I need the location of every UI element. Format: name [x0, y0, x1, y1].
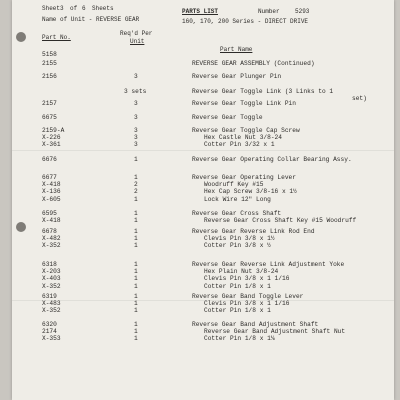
- part-name: Reverse Gear Toggle Link Pin: [192, 100, 296, 107]
- quantity: 2: [134, 188, 138, 196]
- part-number: 6595: [42, 210, 57, 217]
- part-name: Reverse Gear Cross Shaft: [192, 210, 282, 217]
- number-value: 5293: [295, 8, 310, 15]
- part-number: X-483: [42, 300, 61, 308]
- quantity: 1: [134, 235, 138, 243]
- part-name: Reverse Gear Reverse Link Adjustment Yoke: [192, 261, 345, 268]
- quantity: 1: [134, 300, 138, 308]
- part-number: X-203: [42, 268, 61, 276]
- quantity: 2: [134, 181, 138, 189]
- quantity: 1: [134, 282, 138, 290]
- part-number: X-418: [42, 181, 61, 189]
- page-crease: [12, 300, 394, 301]
- quantity: 1: [134, 217, 138, 225]
- part-name: Cotter Pin 3/8 x ½: [204, 242, 271, 250]
- unit-name: Name of Unit - REVERSE GEAR: [42, 16, 140, 23]
- part-number: 2155: [42, 60, 57, 67]
- binder-hole: [16, 32, 26, 42]
- part-name: Woodruff Key #15: [204, 181, 264, 189]
- quantity: 1: [134, 195, 138, 203]
- part-number: X-418: [42, 217, 61, 225]
- quantity: 1: [134, 335, 138, 343]
- part-name: Cotter Pin 1/8 x 1: [204, 307, 271, 315]
- binder-hole: [16, 222, 26, 232]
- part-name: Reverse Gear Band Adjustment Shaft: [192, 321, 319, 328]
- part-name: Clevis Pin 3/8 x 1½: [204, 235, 275, 243]
- quantity: 1: [134, 328, 138, 336]
- part-name: Clevis Pin 3/8 x 1 1/16: [204, 275, 290, 283]
- quantity: 3: [134, 127, 138, 134]
- part-number: 6675: [42, 114, 57, 121]
- part-name: Hex Plain Nut 3/8-24: [204, 268, 279, 276]
- part-number: 6320: [42, 321, 57, 328]
- col-header-part-name: Part Name: [220, 46, 253, 53]
- part-name: REVERSE GEAR ASSEMBLY (Continued): [192, 60, 315, 67]
- page-crease: [12, 150, 394, 151]
- part-name: Cotter Pin 1/8 x 1⅛: [204, 335, 275, 343]
- part-number: 2174: [42, 328, 57, 336]
- part-name: set): [352, 95, 367, 103]
- part-name: Reverse Gear Cross Shaft Key #15 Woodruff: [204, 217, 357, 225]
- part-number: X-361: [42, 141, 61, 149]
- part-name: Reverse Gear Toggle: [192, 114, 263, 121]
- quantity: 3: [134, 114, 138, 121]
- part-name: Clevis Pin 3/8 x 1 1/16: [204, 300, 290, 308]
- part-number: 6677: [42, 174, 57, 181]
- part-name: Lock Wire 12" Long: [204, 195, 271, 203]
- quantity: 1: [134, 156, 138, 163]
- part-name: Reverse Gear Band Toggle Lever: [192, 293, 304, 300]
- col-header-unit: Unit: [130, 38, 145, 45]
- part-number: X-136: [42, 188, 61, 196]
- sheets-label: Sheets: [92, 5, 114, 12]
- part-name: Hex Castle Nut 3/8-24: [204, 134, 282, 142]
- part-number: X-403: [42, 275, 61, 283]
- part-number: X-352: [42, 307, 61, 315]
- part-number: X-482: [42, 235, 61, 243]
- part-number: 6676: [42, 156, 57, 163]
- quantity: 1: [134, 174, 138, 181]
- part-number: X-605: [42, 195, 61, 203]
- part-number: 2157: [42, 100, 57, 107]
- part-number: X-352: [42, 242, 61, 250]
- part-number: 6318: [42, 261, 57, 268]
- parts-list-title: PARTS LIST: [182, 8, 219, 15]
- quantity: 3: [134, 100, 138, 107]
- quantity: 3: [134, 134, 138, 142]
- sheet-label: Sheet: [42, 5, 61, 12]
- col-header-reqd-per: Req'd Per: [120, 30, 153, 37]
- of-label: of: [70, 5, 78, 12]
- part-name: Reverse Gear Plunger Pin: [192, 73, 282, 80]
- series-line: 160, 170, 200 Series - DIRECT DRIVE: [182, 18, 309, 25]
- part-name: Cotter Pin 1/8 x 1: [204, 282, 271, 290]
- quantity: 1: [134, 307, 138, 315]
- quantity: 3: [134, 141, 138, 149]
- number-label: Number: [258, 8, 280, 15]
- part-name: Cotter Pin 3/32 x 1: [204, 141, 275, 149]
- document-page: [12, 0, 394, 400]
- sheet-total: 6: [82, 5, 86, 12]
- part-number: X-353: [42, 335, 61, 343]
- quantity: 1: [134, 210, 138, 217]
- part-name: Reverse Gear Band Adjustment Shaft Nut: [204, 328, 346, 336]
- part-name: Hex Cap Screw 3/8-16 x 1½: [204, 188, 297, 196]
- part-name: Reverse Gear Operating Collar Bearing Assy.: [192, 156, 352, 163]
- quantity: 1: [134, 275, 138, 283]
- quantity: 1: [134, 261, 138, 268]
- col-header-part-no: Part No.: [42, 34, 71, 41]
- part-number: X-352: [42, 282, 61, 290]
- quantity: 1: [134, 321, 138, 328]
- quantity: 1: [134, 228, 138, 235]
- quantity: 3 sets: [124, 88, 147, 95]
- part-number: 5158: [42, 51, 57, 58]
- part-number: 2159-A: [42, 127, 65, 134]
- part-number: X-226: [42, 134, 61, 142]
- part-number: 6319: [42, 293, 57, 300]
- quantity: 1: [134, 293, 138, 300]
- part-name: Reverse Gear Reverse Link Rod End: [192, 228, 315, 235]
- quantity: 1: [134, 242, 138, 250]
- part-number: 2156: [42, 73, 57, 80]
- quantity: 1: [134, 268, 138, 276]
- part-name: Reverse Gear Operating Lever: [192, 174, 296, 181]
- part-name: Reverse Gear Toggle Link (3 Links to 1: [192, 88, 334, 95]
- sheet-number: 3: [60, 5, 64, 12]
- quantity: 3: [134, 73, 138, 80]
- part-number: 6678: [42, 228, 57, 235]
- part-name: Reverse Gear Toggle Cap Screw: [192, 127, 300, 134]
